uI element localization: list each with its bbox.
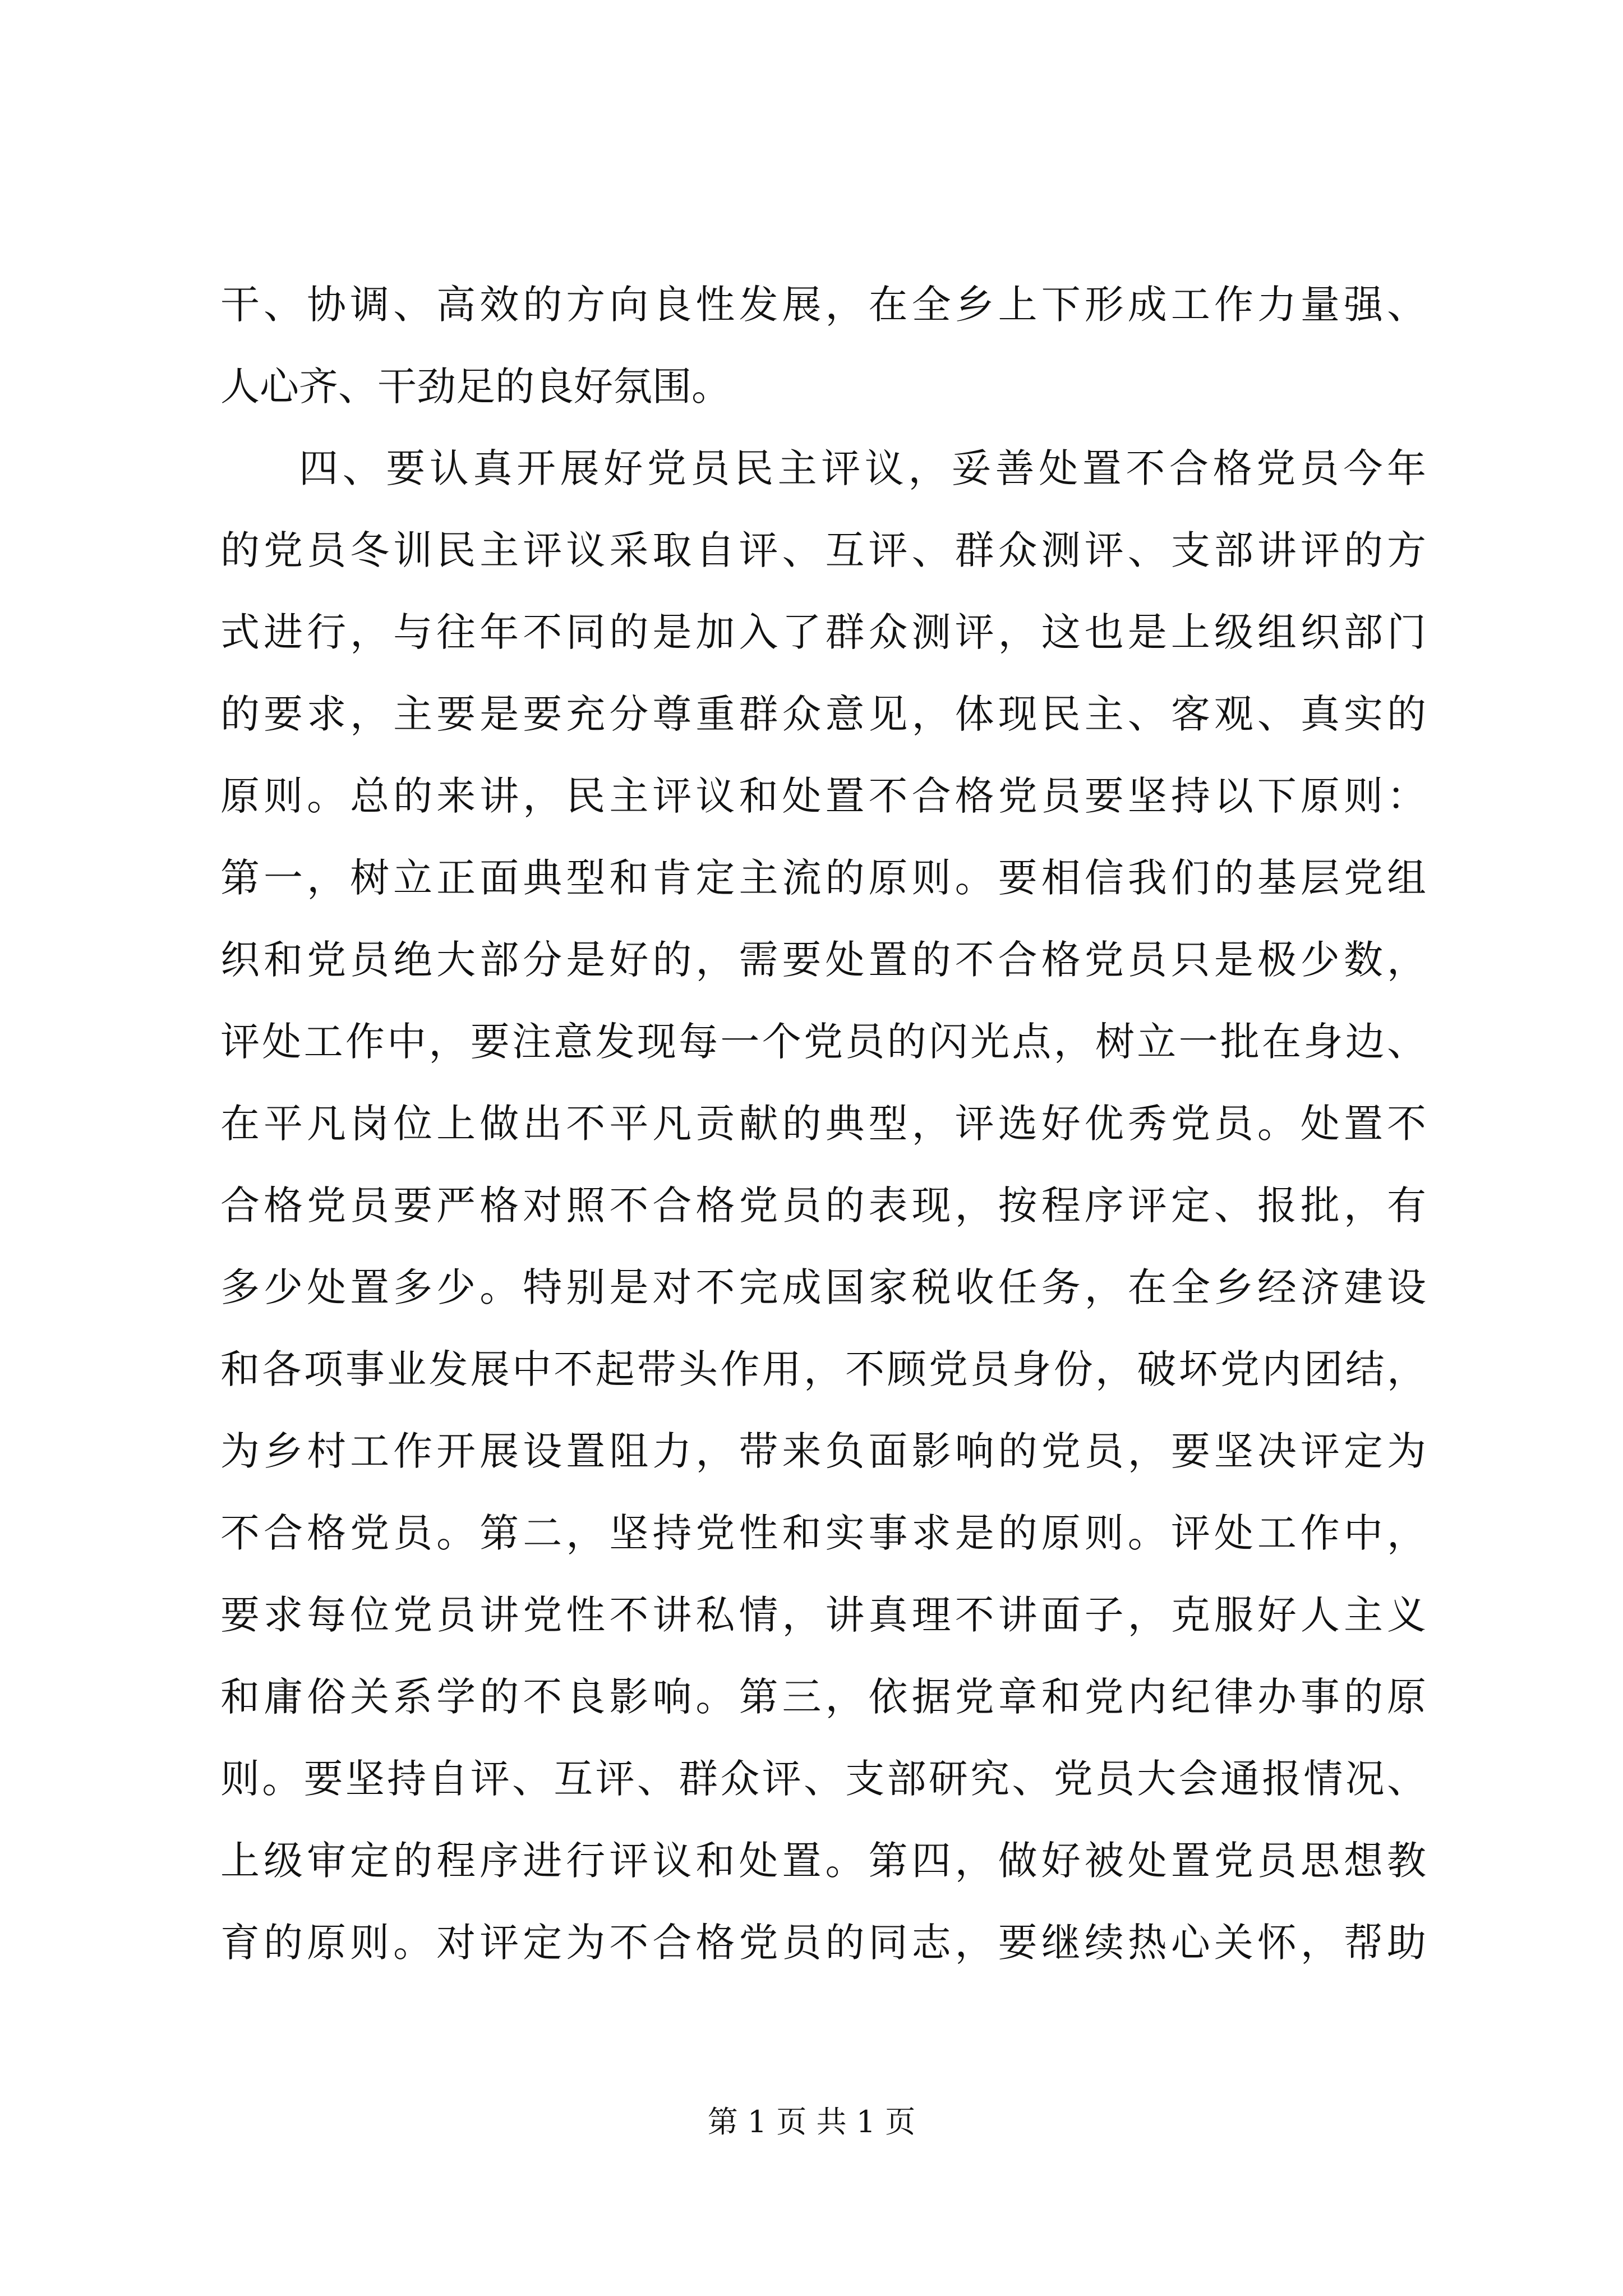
text-line: 在平凡岗位上做出不平凡贡献的典型，评选好优秀党员。处置不: [220, 1101, 1426, 1147]
text-line: 育的原则。对评定为不合格党员的同志，要继续热心关怀，帮助: [220, 1920, 1426, 1966]
text-line: 原则。总的来讲，民主评议和处置不合格党员要坚持以下原则：: [220, 773, 1426, 819]
text-line: 织和党员绝大部分是好的，需要处置的不合格党员只是极少数，: [220, 937, 1426, 983]
text-line: 为乡村工作开展设置阻力，带来负面影响的党员，要坚决评定为: [220, 1428, 1426, 1474]
text-line: 评处工作中，要注意发现每一个党员的闪光点，树立一批在身边、: [220, 1019, 1426, 1065]
text-line: 和各项事业发展中不起带头作用，不顾党员身份，破坏党内团结，: [220, 1346, 1426, 1392]
text-line: 的要求，主要是要充分尊重群众意见，体现民主、客观、真实的: [220, 691, 1426, 737]
text-line: 上级审定的程序进行评议和处置。第四，做好被处置党员思想教: [220, 1838, 1426, 1884]
body-text: [220, 264, 1426, 1984]
text-line: 多少处置多少。特别是对不完成国家税收任务，在全乡经济建设: [220, 1264, 1426, 1310]
page-footer: [0, 2102, 1623, 2142]
text-line: 要求每位党员讲党性不讲私情，讲真理不讲面子，克服好人主义: [220, 1592, 1426, 1638]
page-number-label: 第 1 页 共 1 页: [707, 2104, 916, 2139]
text-line: 的党员冬训民主评议采取自评、互评、群众测评、支部讲评的方: [220, 527, 1426, 573]
text-line: 式进行，与往年不同的是加入了群众测评，这也是上级组织部门: [220, 609, 1426, 655]
text-line: 第一，树立正面典型和肯定主流的原则。要相信我们的基层党组: [220, 855, 1426, 901]
text-line: 和庸俗关系学的不良影响。第三，依据党章和党内纪律办事的原: [220, 1674, 1426, 1720]
text-line: 则。要坚持自评、互评、群众评、支部研究、党员大会通报情况、: [220, 1756, 1426, 1802]
text-line: 人心齐、干劲足的良好氛围。: [220, 364, 731, 409]
paragraph-start-line: 四、要认真开展好党员民主评议，妥善处置不合格党员今年: [299, 445, 1426, 491]
text-line: 不合格党员。第二，坚持党性和实事求是的原则。评处工作中，: [220, 1510, 1426, 1556]
text-line: 干、协调、高效的方向良性发展，在全乡上下形成工作力量强、: [220, 282, 1426, 328]
text-line: 合格党员要严格对照不合格党员的表现，按程序评定、报批，有: [220, 1182, 1426, 1228]
